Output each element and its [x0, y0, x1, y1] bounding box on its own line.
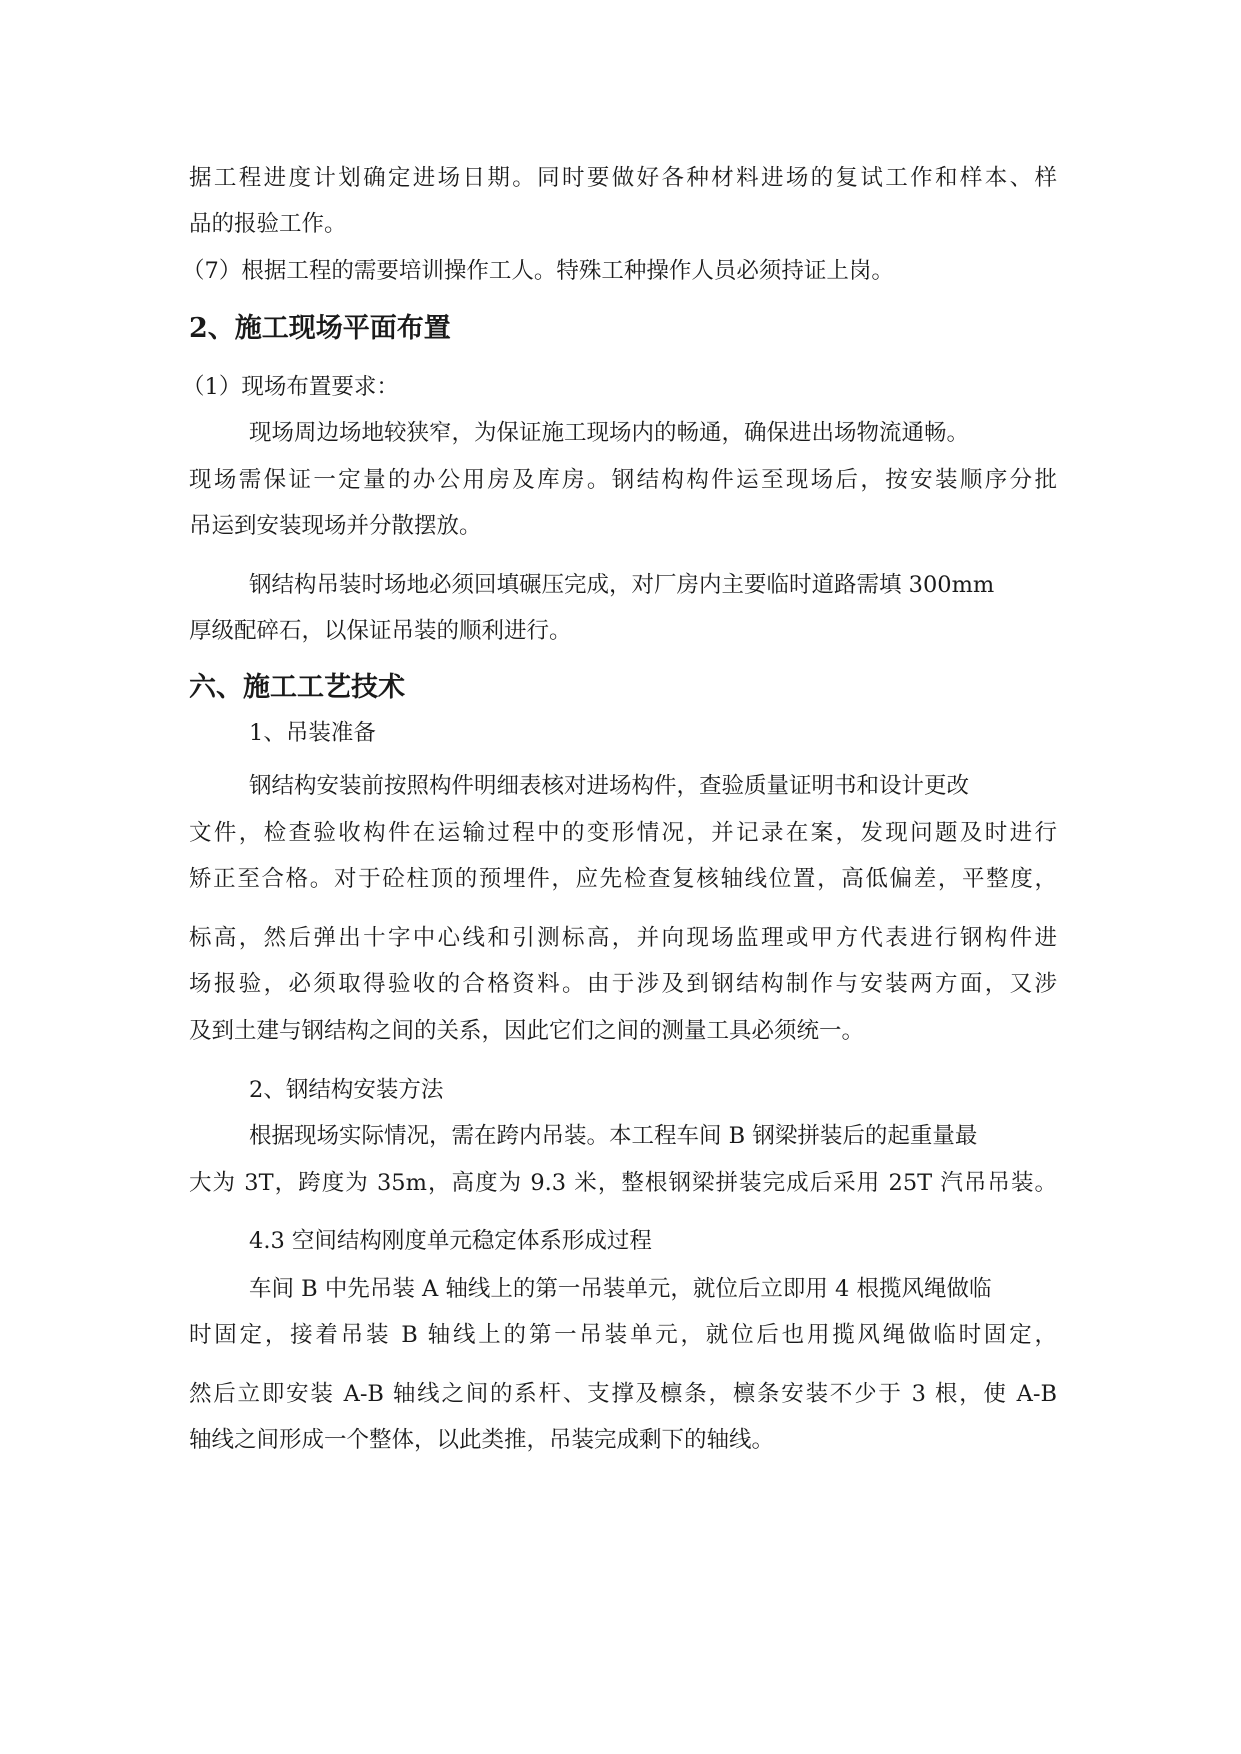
section-heading: 六、施工工艺技术 [189, 672, 405, 703]
paragraph-line: 据工程进度计划确定进场日期。同时要做好各种材料进场的复试工作和样本、样 [189, 165, 1057, 191]
paragraph-line: 厚级配碎石，以保证吊装的顺利进行。 [189, 618, 572, 644]
paragraph-line: 根据现场实际情况，需在跨内吊装。本工程车间 B 钢梁拼装后的起重量最 [249, 1123, 978, 1149]
section-heading: 2、施工现场平面布置 [189, 313, 451, 344]
list-item: （7）根据工程的需要培训操作工人。特殊工种操作人员必须持证上岗。 [182, 258, 894, 284]
list-item: （1）现场布置要求： [182, 374, 399, 400]
paragraph-line: 现场需保证一定量的办公用房及库房。钢结构构件运至现场后，按安装顺序分批 [189, 467, 1057, 493]
paragraph-line: 吊运到安装现场并分散摆放。 [189, 513, 482, 539]
paragraph-line: 现场周边场地较狭窄，为保证施工现场内的畅通，确保进出场物流通畅。 [249, 420, 970, 446]
paragraph-line: 车间 B 中先吊装 A 轴线上的第一吊装单元，就位后立即用 4 根揽风绳做临 [249, 1276, 992, 1302]
paragraph-line: 大为 3T，跨度为 35m，高度为 9.3 米，整根钢梁拼装完成后采用 25T 汽吊吊装。 [189, 1170, 1057, 1196]
paragraph-line: 然后立即安装 A-B 轴线之间的系杆、支撑及檩条，檩条安装不少于 3 根，使 A-B [189, 1381, 1057, 1407]
paragraph-line: 钢结构安装前按照构件明细表核对进场构件，查验质量证明书和设计更改 [249, 773, 970, 799]
subsection-heading: 4.3 空间结构刚度单元稳定体系形成过程 [249, 1228, 652, 1254]
paragraph-line: 文件，检查验收构件在运输过程中的变形情况，并记录在案，发现问题及时进行 [189, 820, 1057, 846]
paragraph-line: 钢结构吊装时场地必须回填碾压完成，对厂房内主要临时道路需填 300mm [249, 572, 995, 598]
paragraph-line: 轴线之间形成一个整体，以此类推，吊装完成剩下的轴线。 [189, 1427, 775, 1453]
subsection-heading: 1、吊装准备 [249, 720, 376, 746]
paragraph-line: 矫正至合格。对于砼柱顶的预埋件，应先检查复核轴线位置，高低偏差，平整度， [189, 866, 1057, 892]
subsection-heading: 2、钢结构安装方法 [249, 1077, 444, 1103]
paragraph-line: 及到土建与钢结构之间的关系，因此它们之间的测量工具必须统一。 [189, 1018, 865, 1044]
paragraph-line: 标高，然后弹出十字中心线和引测标高，并向现场监理或甲方代表进行钢构件进 [189, 925, 1057, 951]
paragraph-line: 场报验，必须取得验收的合格资料。由于涉及到钢结构制作与安装两方面，又涉 [189, 971, 1057, 997]
paragraph-line: 时固定，接着吊装 B 轴线上的第一吊装单元，就位后也用揽风绳做临时固定， [189, 1322, 1057, 1348]
paragraph-line: 品的报验工作。 [189, 211, 347, 237]
